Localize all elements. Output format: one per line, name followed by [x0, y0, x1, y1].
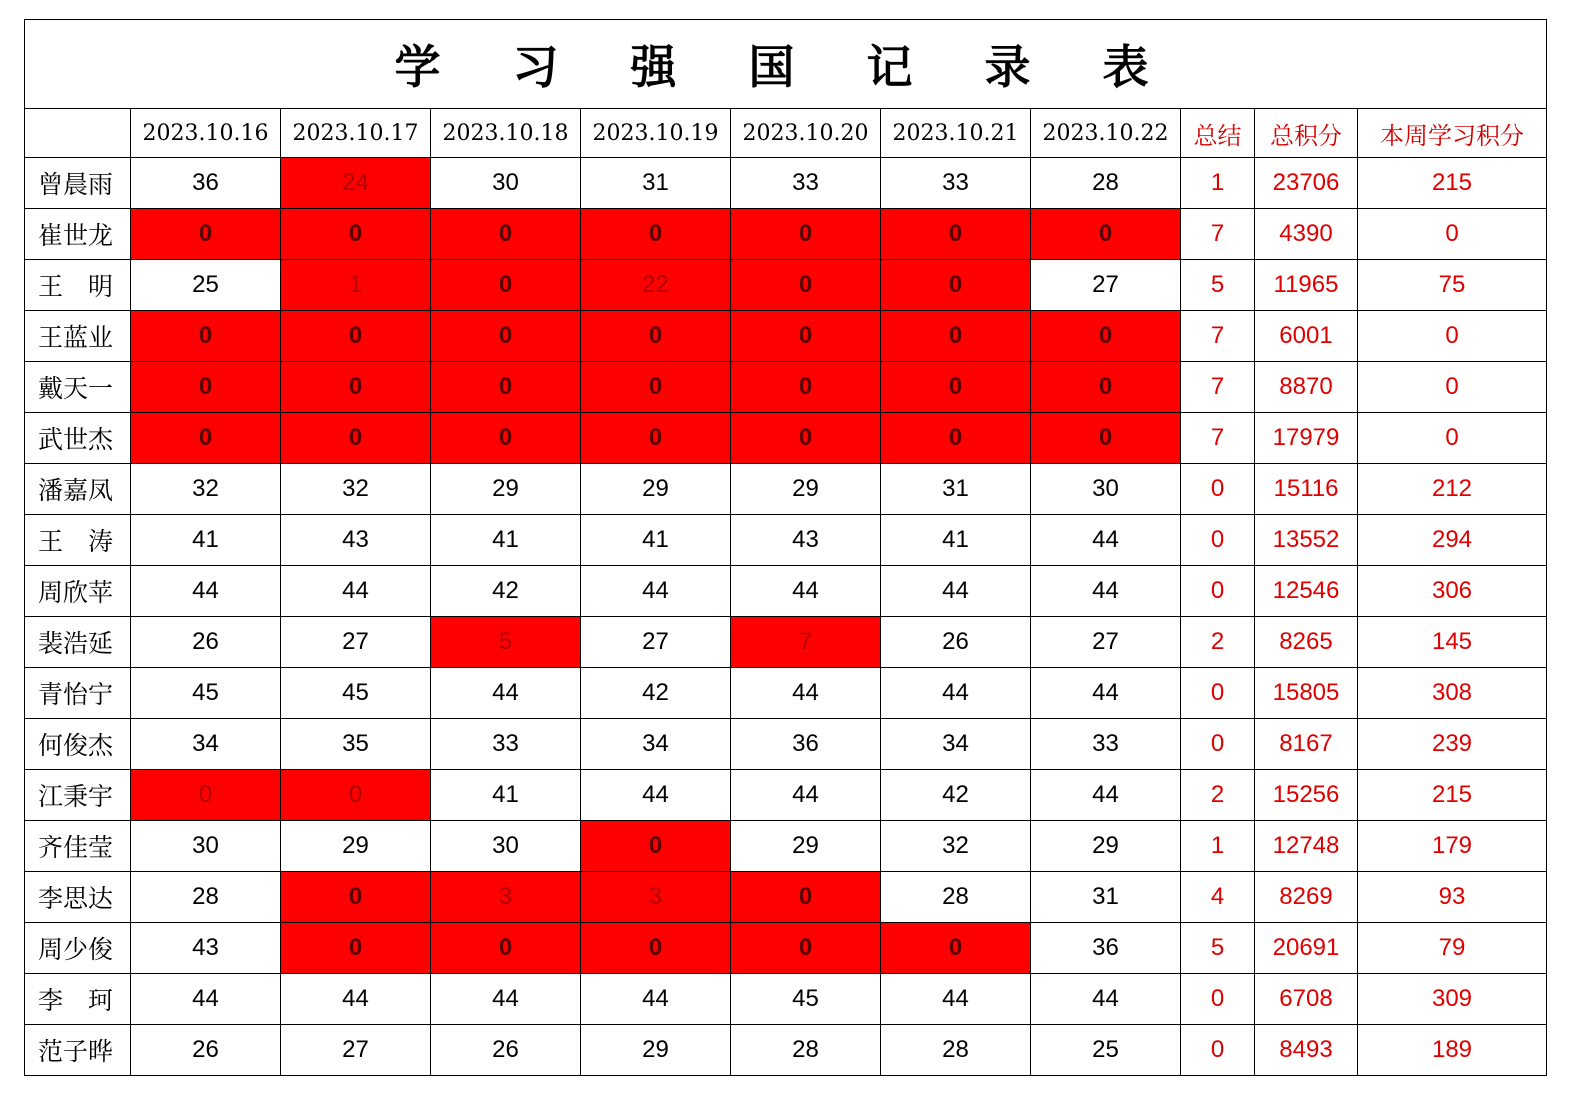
weekly-score-cell: 179: [1358, 821, 1547, 872]
daily-score-cell: 3: [431, 872, 581, 923]
person-name: 李 珂: [25, 974, 131, 1025]
daily-score-cell: 27: [1031, 260, 1181, 311]
total-score-cell: 6708: [1255, 974, 1358, 1025]
daily-score-cell: 41: [881, 515, 1031, 566]
daily-score-cell: 0: [281, 209, 431, 260]
total-score-cell: 6001: [1255, 311, 1358, 362]
daily-score-cell: 24: [281, 158, 431, 209]
daily-score-cell: 0: [881, 923, 1031, 974]
table-row: [25, 617, 1547, 668]
daily-score-cell: 41: [581, 515, 731, 566]
daily-score-cell: 42: [881, 770, 1031, 821]
daily-score-cell: 44: [581, 974, 731, 1025]
daily-score-cell: 33: [731, 158, 881, 209]
weekly-score-cell: 0: [1358, 209, 1547, 260]
person-name: 潘嘉凤: [25, 464, 131, 515]
daily-score-cell: 44: [1031, 566, 1181, 617]
person-name: 齐佳莹: [25, 821, 131, 872]
daily-score-cell: 32: [281, 464, 431, 515]
weekly-score-cell: 215: [1358, 158, 1547, 209]
table-row: [25, 413, 1547, 464]
daily-score-cell: 30: [131, 821, 281, 872]
daily-score-cell: 36: [131, 158, 281, 209]
weekly-score-cell: 79: [1358, 923, 1547, 974]
date-header: 2023.10.22: [1031, 109, 1181, 158]
daily-score-cell: 31: [881, 464, 1031, 515]
daily-score-cell: 30: [1031, 464, 1181, 515]
total-score-cell: 12748: [1255, 821, 1358, 872]
table-row: [25, 923, 1547, 974]
summary-cell: 5: [1181, 260, 1255, 311]
total-score-cell: 15805: [1255, 668, 1358, 719]
daily-score-cell: 33: [881, 158, 1031, 209]
daily-score-cell: 0: [1031, 311, 1181, 362]
person-name: 武世杰: [25, 413, 131, 464]
table-row: [25, 311, 1547, 362]
daily-score-cell: 43: [731, 515, 881, 566]
daily-score-cell: 0: [431, 923, 581, 974]
daily-score-cell: 0: [581, 362, 731, 413]
total-score-cell: 20691: [1255, 923, 1358, 974]
summary-cell: 0: [1181, 668, 1255, 719]
table-row: [25, 974, 1547, 1025]
daily-score-cell: 0: [881, 260, 1031, 311]
daily-score-cell: 0: [731, 311, 881, 362]
table-row: [25, 1025, 1547, 1076]
person-name: 曾晨雨: [25, 158, 131, 209]
person-name: 李思达: [25, 872, 131, 923]
weekly-score-cell: 308: [1358, 668, 1547, 719]
person-name: 崔世龙: [25, 209, 131, 260]
daily-score-cell: 29: [581, 1025, 731, 1076]
person-name: 江秉宇: [25, 770, 131, 821]
daily-score-cell: 0: [431, 260, 581, 311]
daily-score-cell: 0: [881, 209, 1031, 260]
daily-score-cell: 29: [731, 464, 881, 515]
daily-score-cell: 44: [731, 668, 881, 719]
total-score-cell: 11965: [1255, 260, 1358, 311]
daily-score-cell: 27: [581, 617, 731, 668]
daily-score-cell: 29: [1031, 821, 1181, 872]
summary-cell: 0: [1181, 566, 1255, 617]
person-name: 周少俊: [25, 923, 131, 974]
daily-score-cell: 0: [431, 209, 581, 260]
weekly-score-cell: 239: [1358, 719, 1547, 770]
daily-score-cell: 0: [431, 362, 581, 413]
daily-score-cell: 32: [131, 464, 281, 515]
daily-score-cell: 0: [281, 311, 431, 362]
summary-cell: 7: [1181, 311, 1255, 362]
daily-score-cell: 29: [431, 464, 581, 515]
table-row: [25, 515, 1547, 566]
date-header: 2023.10.18: [431, 109, 581, 158]
daily-score-cell: 29: [281, 821, 431, 872]
summary-cell: 0: [1181, 464, 1255, 515]
daily-score-cell: 25: [1031, 1025, 1181, 1076]
person-name: 戴天一: [25, 362, 131, 413]
daily-score-cell: 28: [881, 872, 1031, 923]
daily-score-cell: 44: [881, 566, 1031, 617]
daily-score-cell: 0: [731, 872, 881, 923]
daily-score-cell: 44: [131, 566, 281, 617]
daily-score-cell: 22: [581, 260, 731, 311]
table-row: [25, 668, 1547, 719]
daily-score-cell: 0: [581, 311, 731, 362]
daily-score-cell: 1: [281, 260, 431, 311]
daily-score-cell: 30: [431, 821, 581, 872]
daily-score-cell: 44: [731, 770, 881, 821]
daily-score-cell: 44: [1031, 515, 1181, 566]
table-row: [25, 464, 1547, 515]
daily-score-cell: 45: [281, 668, 431, 719]
daily-score-cell: 34: [581, 719, 731, 770]
daily-score-cell: 3: [581, 872, 731, 923]
daily-score-cell: 0: [881, 362, 1031, 413]
daily-score-cell: 34: [131, 719, 281, 770]
daily-score-cell: 7: [731, 617, 881, 668]
daily-score-cell: 44: [431, 668, 581, 719]
weekly-score-cell: 189: [1358, 1025, 1547, 1076]
daily-score-cell: 0: [1031, 413, 1181, 464]
total-score-cell: 12546: [1255, 566, 1358, 617]
daily-score-cell: 27: [281, 617, 431, 668]
record-table: [24, 19, 1547, 1076]
person-name: 青怡宁: [25, 668, 131, 719]
summary-cell: 7: [1181, 413, 1255, 464]
daily-score-cell: 26: [431, 1025, 581, 1076]
date-header: 2023.10.17: [281, 109, 431, 158]
summary-cell: 1: [1181, 158, 1255, 209]
weekly-score-cell: 0: [1358, 362, 1547, 413]
daily-score-cell: 31: [1031, 872, 1181, 923]
daily-score-cell: 0: [431, 311, 581, 362]
daily-score-cell: 44: [1031, 668, 1181, 719]
daily-score-cell: 30: [431, 158, 581, 209]
summary-header: 总结: [1181, 109, 1255, 158]
person-name: 王 涛: [25, 515, 131, 566]
daily-score-cell: 35: [281, 719, 431, 770]
summary-cell: 0: [1181, 515, 1255, 566]
summary-cell: 1: [1181, 821, 1255, 872]
daily-score-cell: 0: [881, 311, 1031, 362]
table-row: [25, 158, 1547, 209]
daily-score-cell: 0: [731, 260, 881, 311]
person-name: 王蓝业: [25, 311, 131, 362]
daily-score-cell: 0: [281, 770, 431, 821]
person-name: 范子晔: [25, 1025, 131, 1076]
daily-score-cell: 44: [881, 974, 1031, 1025]
total-score-cell: 8493: [1255, 1025, 1358, 1076]
daily-score-cell: 26: [131, 617, 281, 668]
daily-score-cell: 36: [731, 719, 881, 770]
daily-score-cell: 26: [881, 617, 1031, 668]
table-row: [25, 260, 1547, 311]
total-score-cell: 8167: [1255, 719, 1358, 770]
daily-score-cell: 41: [131, 515, 281, 566]
weekly-score-cell: 309: [1358, 974, 1547, 1025]
daily-score-cell: 44: [581, 770, 731, 821]
daily-score-cell: 0: [1031, 362, 1181, 413]
daily-score-cell: 0: [581, 413, 731, 464]
daily-score-cell: 31: [581, 158, 731, 209]
daily-score-cell: 26: [131, 1025, 281, 1076]
daily-score-cell: 0: [281, 923, 431, 974]
daily-score-cell: 41: [431, 770, 581, 821]
daily-score-cell: 44: [431, 974, 581, 1025]
total-score-cell: 13552: [1255, 515, 1358, 566]
daily-score-cell: 44: [281, 974, 431, 1025]
daily-score-cell: 28: [1031, 158, 1181, 209]
daily-score-cell: 44: [581, 566, 731, 617]
daily-score-cell: 32: [881, 821, 1031, 872]
daily-score-cell: 42: [581, 668, 731, 719]
summary-cell: 2: [1181, 617, 1255, 668]
daily-score-cell: 44: [881, 668, 1031, 719]
total-score-cell: 23706: [1255, 158, 1358, 209]
daily-score-cell: 0: [281, 362, 431, 413]
total-score-cell: 15116: [1255, 464, 1358, 515]
summary-cell: 0: [1181, 974, 1255, 1025]
daily-score-cell: 0: [1031, 209, 1181, 260]
daily-score-cell: 0: [731, 413, 881, 464]
daily-score-cell: 44: [1031, 770, 1181, 821]
table-row: [25, 821, 1547, 872]
daily-score-cell: 27: [1031, 617, 1181, 668]
total-score-cell: 8265: [1255, 617, 1358, 668]
daily-score-cell: 45: [731, 974, 881, 1025]
weekly-score-cell: 215: [1358, 770, 1547, 821]
daily-score-cell: 25: [131, 260, 281, 311]
date-header: 2023.10.16: [131, 109, 281, 158]
date-header: 2023.10.19: [581, 109, 731, 158]
daily-score-cell: 5: [431, 617, 581, 668]
daily-score-cell: 28: [881, 1025, 1031, 1076]
daily-score-cell: 41: [431, 515, 581, 566]
daily-score-cell: 29: [731, 821, 881, 872]
weekly-score-cell: 145: [1358, 617, 1547, 668]
daily-score-cell: 0: [731, 923, 881, 974]
daily-score-cell: 0: [731, 209, 881, 260]
daily-score-cell: 43: [131, 923, 281, 974]
table-row: [25, 362, 1547, 413]
daily-score-cell: 0: [131, 770, 281, 821]
daily-score-cell: 0: [281, 872, 431, 923]
daily-score-cell: 44: [731, 566, 881, 617]
daily-score-cell: 28: [731, 1025, 881, 1076]
weekly-score-cell: 93: [1358, 872, 1547, 923]
daily-score-cell: 0: [131, 362, 281, 413]
daily-score-cell: 0: [131, 413, 281, 464]
weekly-score-cell: 0: [1358, 311, 1547, 362]
table-row: [25, 209, 1547, 260]
summary-cell: 4: [1181, 872, 1255, 923]
table-row: [25, 872, 1547, 923]
daily-score-cell: 0: [581, 923, 731, 974]
daily-score-cell: 27: [281, 1025, 431, 1076]
person-name: 裴浩延: [25, 617, 131, 668]
table-row: [25, 719, 1547, 770]
daily-score-cell: 44: [281, 566, 431, 617]
weekly-score-cell: 75: [1358, 260, 1547, 311]
weekly-score-cell: 0: [1358, 413, 1547, 464]
weekly-score-cell: 306: [1358, 566, 1547, 617]
total-score-header: 总积分: [1255, 109, 1358, 158]
summary-cell: 0: [1181, 1025, 1255, 1076]
daily-score-cell: 0: [581, 821, 731, 872]
total-score-cell: 8870: [1255, 362, 1358, 413]
summary-cell: 7: [1181, 209, 1255, 260]
person-name: 周欣苹: [25, 566, 131, 617]
weekly-score-header: 本周学习积分: [1358, 109, 1547, 158]
person-name: 何俊杰: [25, 719, 131, 770]
daily-score-cell: 33: [431, 719, 581, 770]
daily-score-cell: 44: [131, 974, 281, 1025]
table-row: [25, 566, 1547, 617]
date-header: 2023.10.21: [881, 109, 1031, 158]
summary-cell: 7: [1181, 362, 1255, 413]
date-header: 2023.10.20: [731, 109, 881, 158]
daily-score-cell: 0: [131, 311, 281, 362]
total-score-cell: 8269: [1255, 872, 1358, 923]
daily-score-cell: 44: [1031, 974, 1181, 1025]
daily-score-cell: 0: [431, 413, 581, 464]
weekly-score-cell: 294: [1358, 515, 1547, 566]
page-title: 学 习 强 国 记 录 表: [25, 20, 1547, 109]
daily-score-cell: 34: [881, 719, 1031, 770]
daily-score-cell: 36: [1031, 923, 1181, 974]
daily-score-cell: 0: [731, 362, 881, 413]
daily-score-cell: 33: [1031, 719, 1181, 770]
daily-score-cell: 0: [581, 209, 731, 260]
total-score-cell: 4390: [1255, 209, 1358, 260]
daily-score-cell: 0: [131, 209, 281, 260]
person-name: 王 明: [25, 260, 131, 311]
daily-score-cell: 0: [881, 413, 1031, 464]
summary-cell: 0: [1181, 719, 1255, 770]
summary-cell: 2: [1181, 770, 1255, 821]
daily-score-cell: 29: [581, 464, 731, 515]
name-header-corner: [25, 109, 131, 158]
daily-score-cell: 45: [131, 668, 281, 719]
summary-cell: 5: [1181, 923, 1255, 974]
total-score-cell: 15256: [1255, 770, 1358, 821]
daily-score-cell: 0: [281, 413, 431, 464]
daily-score-cell: 28: [131, 872, 281, 923]
daily-score-cell: 43: [281, 515, 431, 566]
header-row: [25, 109, 1547, 158]
daily-score-cell: 42: [431, 566, 581, 617]
table-row: [25, 770, 1547, 821]
weekly-score-cell: 212: [1358, 464, 1547, 515]
total-score-cell: 17979: [1255, 413, 1358, 464]
